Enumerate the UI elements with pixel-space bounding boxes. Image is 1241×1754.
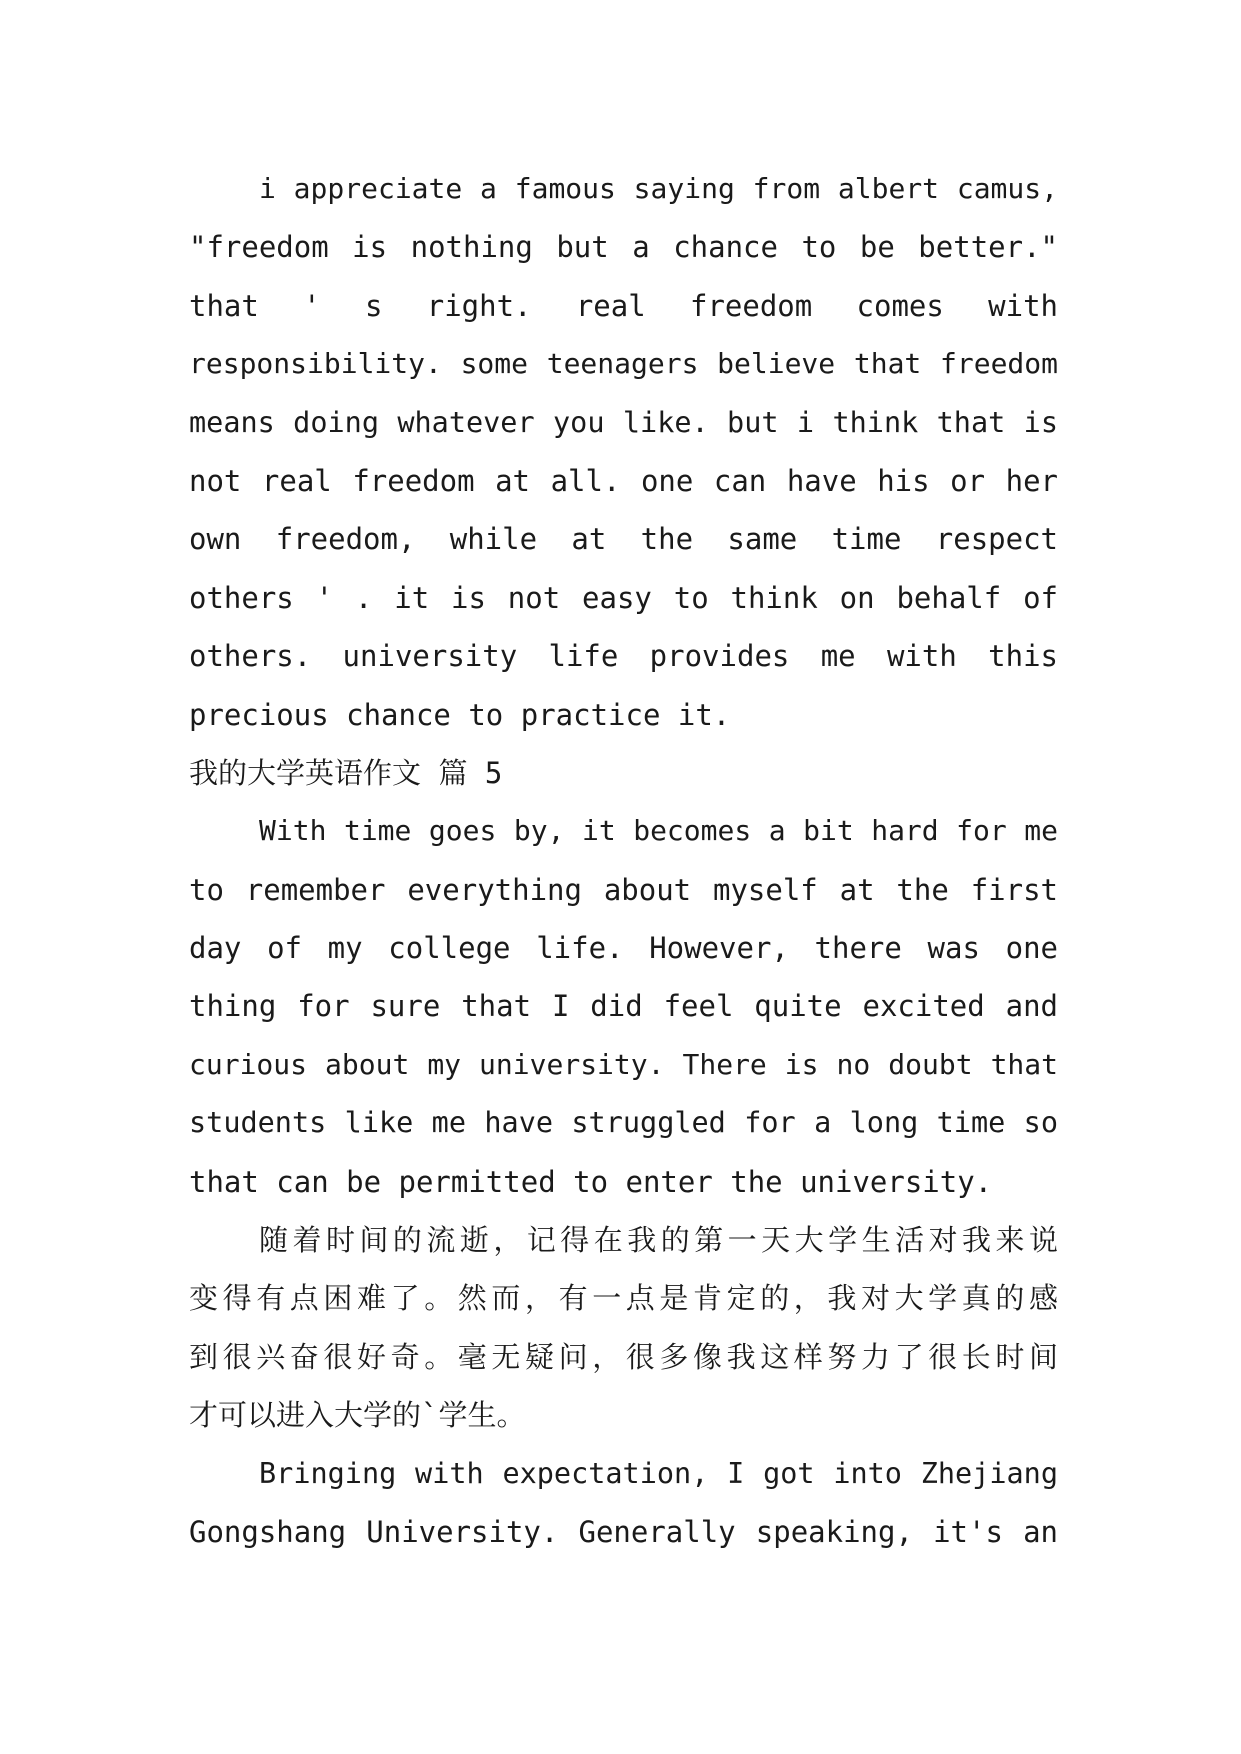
text-line: With time goes by, it becomes a bit hard for me [259,814,1058,848]
text-line: 随着时间的流逝，记得在我的第一天大学生活对我来说 [259,1223,1058,1258]
document-page [189,160,1058,1561]
text-line: not real freedom at all. one can have his or her [189,463,1058,498]
text-line: that can be permitted to enter the university. [189,1164,993,1199]
text-line: 到很兴奋很好奇。毫无疑问，很多像我这样努力了很长时间 [189,1339,1058,1374]
text-line: means doing whatever you like. but i think that is [189,405,1058,439]
text-line: 才可以进入大学的`学生。 [189,1398,526,1433]
text-line: day of my college life. However, there was one [189,931,1058,966]
text-line: students like me have struggled for a long time so [189,1106,1058,1140]
text-line: curious about my university. There is no doubt that [189,1047,1058,1081]
text-line: to remember everything about myself at the first [189,872,1058,907]
text-line: responsibility. some teenagers believe that freedom [189,347,1058,381]
text-line: 变得有点困难了。然而，有一点是肯定的，我对大学真的感 [189,1281,1058,1316]
text-line: Gongshang University. Generally speaking, it's an [189,1514,1058,1549]
text-line: Bringing with expectation, I got into Zhejiang [259,1456,1058,1490]
text-line: "freedom is nothing but a chance to be better." [189,230,1058,265]
text-line: i appreciate a famous saying from albert camus, [259,172,1058,205]
text-line: precious chance to practice it. [189,697,731,732]
text-line: others ' . it is not easy to think on behalf of [189,580,1058,615]
text-line: others. university life provides me with this [189,639,1058,674]
text-line: that ' s right. real freedom comes with [189,288,1058,323]
text-line: own freedom, while at the same time respect [189,522,1058,557]
section-heading: 我的大学英语作文 篇 5 [189,755,503,790]
text-line: thing for sure that I did feel quite excited and [189,989,1058,1024]
